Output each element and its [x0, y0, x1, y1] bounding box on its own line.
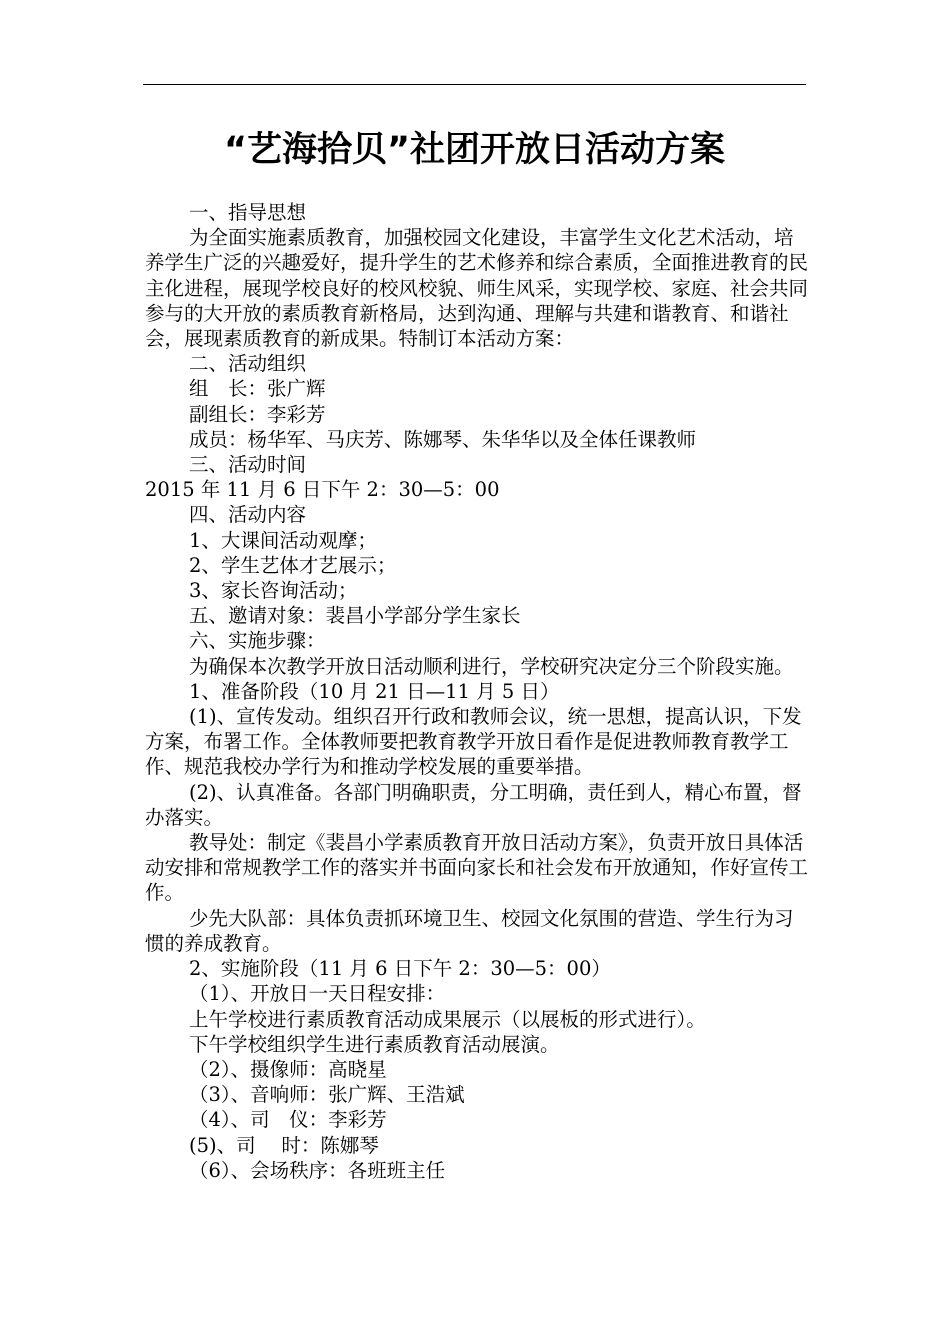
paragraph: 教导处：制定《裴昌小学素质教育开放日活动方案》，负责开放日具体活动安排和常规教学工作的落实并书面向家长和社会发布开放通知，作好宣传工作。: [145, 831, 809, 905]
paragraph: 成员：杨华军、马庆芳、陈娜琴、朱华华以及全体任课教师: [189, 427, 697, 451]
document-body: [145, 200, 808, 1183]
paragraph: 2015 年 11 月 6 日下午 2：30—5：00: [145, 478, 500, 502]
paragraph: 下午学校组织学生进行素质教育活动展演。: [189, 1032, 560, 1056]
section-heading: 一、指导思想: [189, 201, 307, 224]
paragraph: 副组长：李彩芳: [189, 402, 326, 426]
list-item: 2、学生艺体才艺展示；: [189, 553, 397, 577]
list-item: 1、大课间活动观摩；: [189, 528, 377, 552]
list-item: （4）、司 仪：李彩芳: [189, 1108, 387, 1132]
paragraph: 为确保本次教学开放日活动顺利进行，学校研究决定分三个阶段实施。: [189, 654, 794, 678]
document-title: “艺海拾贝”社团开放日活动方案: [223, 130, 725, 170]
list-item: 3、家长咨询活动；: [189, 579, 358, 603]
paragraph: 2、实施阶段（11 月 6 日下午 2：30—5：00）: [189, 957, 611, 981]
section-heading: 二、活动组织: [189, 352, 307, 376]
paragraph: 少先大队部：具体负责抓环境卫生、校园文化氛围的营造、学生行为习惯的养成教育。: [145, 906, 794, 955]
paragraph: （1）、开放日一天日程安排：: [189, 982, 446, 1006]
paragraph: 1、准备阶段（10 月 21 日—11 月 5 日）: [189, 679, 560, 703]
header-rule: [143, 84, 806, 85]
list-item: （3）、音响师：张广辉、王浩斌: [189, 1083, 465, 1107]
paragraph: (2)、认真准备。各部门明确职责，分工明确，责任到人，精心布置，督办落实。: [145, 780, 802, 829]
paragraph: 为全面实施素质教育，加强校园文化建设，丰富学生文化艺术活动，培养学生广泛的兴趣爱好，提升学生的艺术修养和综合素质，全面推进教育的民主化进程，展现学校良好的校风校貌、师生风采，实现学校、家庭、社会共同参与的大开放的素质教育新格局，达到沟通、理解与共建和谐教育、和谐社会，展现素质教育的新成果。特制订本活动方案：: [145, 226, 809, 351]
section-heading: 六、实施步骤：: [189, 629, 326, 653]
list-item: (5)、司 时：陈娜琴: [189, 1133, 379, 1157]
paragraph: (1)、宣传发动。组织召开行政和教师会议，统一思想，提高认识，下发方案，布署工作。全体教师要把教育教学开放日看作是促进教师教育教学工作、规范我校办学行为和推动学校发展的重要举措。: [145, 705, 802, 779]
section-heading: 三、活动时间: [189, 453, 307, 477]
section-heading: 四、活动内容: [189, 503, 307, 527]
paragraph: 组 长：张广辉: [189, 377, 326, 401]
list-item: （2）、摄像师：高晓星: [189, 1057, 387, 1081]
paragraph: 上午学校进行素质教育活动成果展示（以展板的形式进行）。: [189, 1007, 706, 1031]
list-item: （6）、会场秩序：各班班主任: [189, 1158, 446, 1182]
section-heading: 五、邀请对象：裴昌小学部分学生家长: [189, 604, 521, 628]
